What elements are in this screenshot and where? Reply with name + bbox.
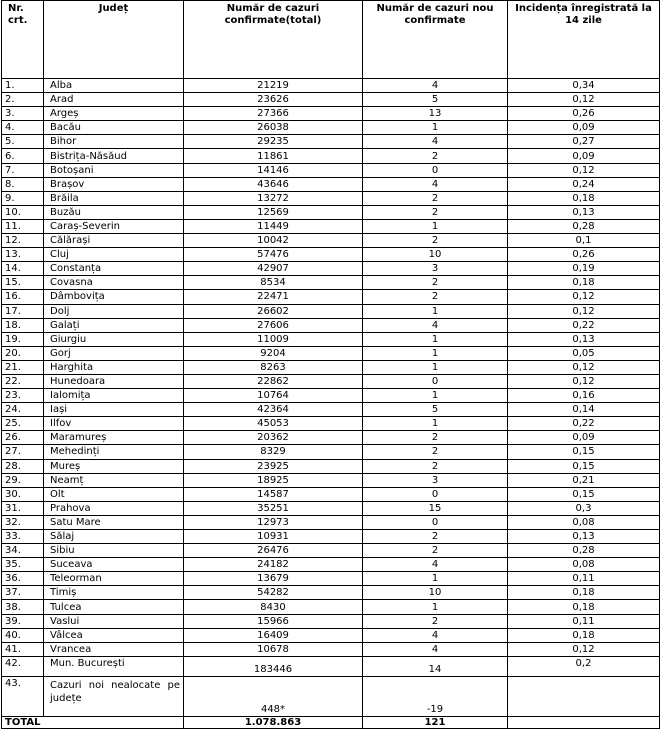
cell-nr: 14. bbox=[2, 262, 44, 276]
cell-total: 54282 bbox=[184, 586, 363, 600]
cell-total: 16409 bbox=[184, 628, 363, 642]
cell-judet: Alba bbox=[44, 79, 184, 93]
cell-nr: 9. bbox=[2, 191, 44, 205]
covid-cases-table bbox=[1, 0, 660, 729]
table-row bbox=[2, 628, 660, 642]
cell-judet: Olt bbox=[44, 487, 184, 501]
cell-total: 42907 bbox=[184, 262, 363, 276]
cell-total: 15966 bbox=[184, 614, 363, 628]
cell-judet: Tulcea bbox=[44, 600, 184, 614]
cell-total: 10764 bbox=[184, 389, 363, 403]
cell-judet: Bihor bbox=[44, 135, 184, 149]
table-row bbox=[2, 473, 660, 487]
cell-judet: Vrancea bbox=[44, 642, 184, 656]
cell-judet: Vâlcea bbox=[44, 628, 184, 642]
cell-judet: Prahova bbox=[44, 501, 184, 515]
cell-incidenta: 0,16 bbox=[508, 389, 660, 403]
cell-total: 14587 bbox=[184, 487, 363, 501]
cell-judet: Harghita bbox=[44, 360, 184, 374]
cell-total: 8329 bbox=[184, 445, 363, 459]
table-row bbox=[2, 107, 660, 121]
cell-incidenta: 0,09 bbox=[508, 431, 660, 445]
cell-noi: 2 bbox=[363, 290, 508, 304]
cell-total: 11009 bbox=[184, 332, 363, 346]
cell-total: 23925 bbox=[184, 459, 363, 473]
header-nr: Nr. crt. bbox=[2, 1, 44, 79]
cell-total: 448* bbox=[184, 676, 363, 716]
table-row bbox=[2, 544, 660, 558]
cell-total: 57476 bbox=[184, 248, 363, 262]
table-row bbox=[2, 572, 660, 586]
cell-judet: Giurgiu bbox=[44, 332, 184, 346]
cell-noi: -19 bbox=[363, 676, 508, 716]
table-row bbox=[2, 389, 660, 403]
cell-nr: 29. bbox=[2, 473, 44, 487]
header-total: Număr de cazuri confirmate(total) bbox=[184, 1, 363, 79]
table-row bbox=[2, 346, 660, 360]
cell-incidenta: 0,18 bbox=[508, 586, 660, 600]
cell-judet: Teleorman bbox=[44, 572, 184, 586]
table-row bbox=[2, 262, 660, 276]
cell-noi: 0 bbox=[363, 487, 508, 501]
cell-nr: 20. bbox=[2, 346, 44, 360]
cell-nr: 22. bbox=[2, 374, 44, 388]
cell-nr: 28. bbox=[2, 459, 44, 473]
table-row bbox=[2, 431, 660, 445]
cell-total: 23626 bbox=[184, 93, 363, 107]
cell-incidenta: 0,08 bbox=[508, 558, 660, 572]
cell-total: 11449 bbox=[184, 219, 363, 233]
cell-total: 35251 bbox=[184, 501, 363, 515]
table-body bbox=[2, 79, 660, 657]
header-judet: Județ bbox=[44, 1, 184, 79]
cell-total: 183446 bbox=[184, 656, 363, 676]
table-row bbox=[2, 558, 660, 572]
cell-incidenta: 0,18 bbox=[508, 628, 660, 642]
table-row bbox=[2, 515, 660, 529]
cell-judet: Covasna bbox=[44, 276, 184, 290]
cell-nr: 18. bbox=[2, 318, 44, 332]
cell-judet: Cazuri noi nealocate pe județe bbox=[44, 676, 184, 716]
cell-noi: 3 bbox=[363, 262, 508, 276]
cell-total-noi: 121 bbox=[363, 716, 508, 728]
cell-incidenta: 0,1 bbox=[508, 234, 660, 248]
cell-judet: Călărași bbox=[44, 234, 184, 248]
cell-noi: 4 bbox=[363, 79, 508, 93]
cell-total: 42364 bbox=[184, 403, 363, 417]
table-row bbox=[2, 600, 660, 614]
cell-total: 29235 bbox=[184, 135, 363, 149]
cell-incidenta: 0,15 bbox=[508, 487, 660, 501]
cell-incidenta: 0,05 bbox=[508, 346, 660, 360]
cell-nr: 30. bbox=[2, 487, 44, 501]
cell-incidenta: 0,2 bbox=[508, 656, 660, 676]
table-header-row bbox=[2, 1, 660, 79]
cell-total-sum: 1.078.863 bbox=[184, 716, 363, 728]
cell-noi: 4 bbox=[363, 135, 508, 149]
cell-incidenta: 0,24 bbox=[508, 177, 660, 191]
cell-judet: Satu Mare bbox=[44, 515, 184, 529]
cell-incidenta: 0,22 bbox=[508, 417, 660, 431]
table-row bbox=[2, 79, 660, 93]
table-row bbox=[2, 332, 660, 346]
table-row bbox=[2, 445, 660, 459]
cell-incidenta: 0,12 bbox=[508, 360, 660, 374]
cell-noi: 2 bbox=[363, 459, 508, 473]
cell-incidenta: 0,14 bbox=[508, 403, 660, 417]
cell-nr: 24. bbox=[2, 403, 44, 417]
cell-total-label: TOTAL bbox=[2, 716, 184, 728]
cell-incidenta: 0,12 bbox=[508, 290, 660, 304]
table-row bbox=[2, 417, 660, 431]
cell-noi: 1 bbox=[363, 389, 508, 403]
cell-noi: 15 bbox=[363, 501, 508, 515]
cell-judet: Constanța bbox=[44, 262, 184, 276]
cell-judet: Dolj bbox=[44, 304, 184, 318]
cell-nr: 25. bbox=[2, 417, 44, 431]
cell-noi: 4 bbox=[363, 642, 508, 656]
cell-judet: Bacău bbox=[44, 121, 184, 135]
table-row bbox=[2, 219, 660, 233]
header-noi: Număr de cazuri nou confirmate bbox=[363, 1, 508, 79]
table-row bbox=[2, 248, 660, 262]
cell-noi: 14 bbox=[363, 656, 508, 676]
cell-noi: 2 bbox=[363, 234, 508, 248]
cell-judet: Mun. București bbox=[44, 656, 184, 676]
table-row bbox=[2, 318, 660, 332]
cell-nr: 1. bbox=[2, 79, 44, 93]
cell-incidenta: 0,3 bbox=[508, 501, 660, 515]
cell-judet: Caraș-Severin bbox=[44, 219, 184, 233]
table-row bbox=[2, 586, 660, 600]
table-row bbox=[2, 501, 660, 515]
cell-incidenta: 0,13 bbox=[508, 530, 660, 544]
cell-incidenta: 0,22 bbox=[508, 318, 660, 332]
cell-total: 8263 bbox=[184, 360, 363, 374]
cell-noi: 1 bbox=[363, 360, 508, 374]
cell-nr: 35. bbox=[2, 558, 44, 572]
table-row bbox=[2, 93, 660, 107]
cell-noi: 0 bbox=[363, 163, 508, 177]
cell-noi: 2 bbox=[363, 614, 508, 628]
cell-nr: 16. bbox=[2, 290, 44, 304]
cell-nr: 4. bbox=[2, 121, 44, 135]
cell-judet: Hunedoara bbox=[44, 374, 184, 388]
cell-noi: 2 bbox=[363, 544, 508, 558]
cell-noi: 5 bbox=[363, 93, 508, 107]
cell-noi: 4 bbox=[363, 628, 508, 642]
cell-judet: Sălaj bbox=[44, 530, 184, 544]
cell-judet: Cluj bbox=[44, 248, 184, 262]
cell-nr: 8. bbox=[2, 177, 44, 191]
cell-incidenta: 0,18 bbox=[508, 276, 660, 290]
table-footer bbox=[2, 656, 660, 728]
cell-noi: 1 bbox=[363, 346, 508, 360]
cell-judet: Brașov bbox=[44, 177, 184, 191]
cell-total: 22471 bbox=[184, 290, 363, 304]
cell-noi: 10 bbox=[363, 586, 508, 600]
cell-incidenta: 0,13 bbox=[508, 205, 660, 219]
cell-noi: 1 bbox=[363, 121, 508, 135]
cell-judet: Iași bbox=[44, 403, 184, 417]
cell-noi: 2 bbox=[363, 191, 508, 205]
cell-total: 26602 bbox=[184, 304, 363, 318]
cell-nr: 23. bbox=[2, 389, 44, 403]
cell-incidenta: 0,26 bbox=[508, 248, 660, 262]
cell-judet: Gorj bbox=[44, 346, 184, 360]
cell-incidenta: 0,18 bbox=[508, 191, 660, 205]
cell-judet: Bistrița-Năsăud bbox=[44, 149, 184, 163]
cell-nr: 36. bbox=[2, 572, 44, 586]
table-row-bucuresti bbox=[2, 656, 660, 676]
table-row bbox=[2, 234, 660, 248]
cell-judet: Brăila bbox=[44, 191, 184, 205]
cell-incidenta: 0,12 bbox=[508, 374, 660, 388]
cell-nr: 39. bbox=[2, 614, 44, 628]
cell-total: 8534 bbox=[184, 276, 363, 290]
cell-total: 12973 bbox=[184, 515, 363, 529]
cell-noi: 10 bbox=[363, 248, 508, 262]
cell-nr: 3. bbox=[2, 107, 44, 121]
cell-judet: Timiș bbox=[44, 586, 184, 600]
table-row bbox=[2, 487, 660, 501]
cell-nr: 15. bbox=[2, 276, 44, 290]
cell-noi: 3 bbox=[363, 473, 508, 487]
table-row bbox=[2, 459, 660, 473]
cell-nr: 13. bbox=[2, 248, 44, 262]
cell-noi: 1 bbox=[363, 304, 508, 318]
cell-incidenta: 0,21 bbox=[508, 473, 660, 487]
cell-judet: Arad bbox=[44, 93, 184, 107]
cell-total: 43646 bbox=[184, 177, 363, 191]
table-row bbox=[2, 374, 660, 388]
cell-total-inc bbox=[508, 716, 660, 728]
cell-noi: 5 bbox=[363, 403, 508, 417]
cell-incidenta: 0,12 bbox=[508, 163, 660, 177]
table-row bbox=[2, 191, 660, 205]
cell-total: 26038 bbox=[184, 121, 363, 135]
cell-noi: 4 bbox=[363, 177, 508, 191]
cell-nr: 32. bbox=[2, 515, 44, 529]
table-row bbox=[2, 403, 660, 417]
cell-incidenta: 0,12 bbox=[508, 93, 660, 107]
cell-incidenta: 0,09 bbox=[508, 121, 660, 135]
cell-total: 10678 bbox=[184, 642, 363, 656]
cell-nr: 38. bbox=[2, 600, 44, 614]
cell-incidenta bbox=[508, 676, 660, 716]
cell-nr: 2. bbox=[2, 93, 44, 107]
cell-incidenta: 0,28 bbox=[508, 219, 660, 233]
cell-noi: 2 bbox=[363, 149, 508, 163]
cell-incidenta: 0,08 bbox=[508, 515, 660, 529]
cell-incidenta: 0,18 bbox=[508, 600, 660, 614]
cell-total: 12569 bbox=[184, 205, 363, 219]
cell-noi: 1 bbox=[363, 332, 508, 346]
cell-noi: 1 bbox=[363, 219, 508, 233]
cell-total: 24182 bbox=[184, 558, 363, 572]
cell-noi: 1 bbox=[363, 572, 508, 586]
cell-noi: 4 bbox=[363, 558, 508, 572]
cell-incidenta: 0,26 bbox=[508, 107, 660, 121]
cell-total: 10931 bbox=[184, 530, 363, 544]
cell-incidenta: 0,12 bbox=[508, 642, 660, 656]
cell-judet: Mehedinți bbox=[44, 445, 184, 459]
table-row bbox=[2, 276, 660, 290]
cell-incidenta: 0,28 bbox=[508, 544, 660, 558]
cell-judet: Maramureș bbox=[44, 431, 184, 445]
cell-incidenta: 0,13 bbox=[508, 332, 660, 346]
cell-incidenta: 0,19 bbox=[508, 262, 660, 276]
cell-total: 8430 bbox=[184, 600, 363, 614]
cell-noi: 2 bbox=[363, 445, 508, 459]
cell-incidenta: 0,11 bbox=[508, 614, 660, 628]
cell-judet: Ialomița bbox=[44, 389, 184, 403]
cell-total: 11861 bbox=[184, 149, 363, 163]
table-row bbox=[2, 360, 660, 374]
cell-nr: 11. bbox=[2, 219, 44, 233]
cell-judet: Dâmbovița bbox=[44, 290, 184, 304]
cell-incidenta: 0,27 bbox=[508, 135, 660, 149]
cell-total: 45053 bbox=[184, 417, 363, 431]
cell-total: 10042 bbox=[184, 234, 363, 248]
cell-nr: 12. bbox=[2, 234, 44, 248]
cell-noi: 0 bbox=[363, 374, 508, 388]
cell-nr: 7. bbox=[2, 163, 44, 177]
cell-nr: 31. bbox=[2, 501, 44, 515]
cell-judet: Suceava bbox=[44, 558, 184, 572]
table-row bbox=[2, 135, 660, 149]
cell-incidenta: 0,15 bbox=[508, 445, 660, 459]
header-incidenta: Incidența înregistrată la 14 zile bbox=[508, 1, 660, 79]
table-row-nealocate bbox=[2, 676, 660, 716]
cell-incidenta: 0,11 bbox=[508, 572, 660, 586]
cell-nr: 10. bbox=[2, 205, 44, 219]
cell-nr: 43. bbox=[2, 676, 44, 716]
table-row bbox=[2, 304, 660, 318]
table-row bbox=[2, 530, 660, 544]
cell-nr: 34. bbox=[2, 544, 44, 558]
cell-nr: 21. bbox=[2, 360, 44, 374]
cell-incidenta: 0,12 bbox=[508, 304, 660, 318]
cell-nr: 27. bbox=[2, 445, 44, 459]
cell-nr: 33. bbox=[2, 530, 44, 544]
cell-total: 21219 bbox=[184, 79, 363, 93]
cell-total: 20362 bbox=[184, 431, 363, 445]
cell-noi: 2 bbox=[363, 205, 508, 219]
cell-total: 26476 bbox=[184, 544, 363, 558]
cell-nr: 6. bbox=[2, 149, 44, 163]
cell-judet: Galați bbox=[44, 318, 184, 332]
cell-noi: 4 bbox=[363, 318, 508, 332]
cell-nr: 5. bbox=[2, 135, 44, 149]
table-row bbox=[2, 642, 660, 656]
cell-nr: 26. bbox=[2, 431, 44, 445]
cell-nr: 40. bbox=[2, 628, 44, 642]
cell-noi: 2 bbox=[363, 431, 508, 445]
cell-total: 27366 bbox=[184, 107, 363, 121]
cell-judet: Buzău bbox=[44, 205, 184, 219]
cell-incidenta: 0,15 bbox=[508, 459, 660, 473]
cell-total: 9204 bbox=[184, 346, 363, 360]
cell-total: 18925 bbox=[184, 473, 363, 487]
table-row bbox=[2, 614, 660, 628]
cell-noi: 1 bbox=[363, 417, 508, 431]
cell-nr: 42. bbox=[2, 656, 44, 676]
cell-judet: Ilfov bbox=[44, 417, 184, 431]
cell-total: 13272 bbox=[184, 191, 363, 205]
cell-noi: 13 bbox=[363, 107, 508, 121]
cell-nr: 17. bbox=[2, 304, 44, 318]
cell-total: 22862 bbox=[184, 374, 363, 388]
cell-judet: Vaslui bbox=[44, 614, 184, 628]
table-row bbox=[2, 177, 660, 191]
table-row bbox=[2, 121, 660, 135]
cell-noi: 2 bbox=[363, 530, 508, 544]
table-row bbox=[2, 149, 660, 163]
cell-judet: Argeș bbox=[44, 107, 184, 121]
table-row bbox=[2, 290, 660, 304]
cell-incidenta: 0,09 bbox=[508, 149, 660, 163]
cell-total: 14146 bbox=[184, 163, 363, 177]
table-row bbox=[2, 205, 660, 219]
table-row bbox=[2, 163, 660, 177]
cell-total: 13679 bbox=[184, 572, 363, 586]
cell-nr: 19. bbox=[2, 332, 44, 346]
cell-judet: Mureș bbox=[44, 459, 184, 473]
cell-judet: Botoșani bbox=[44, 163, 184, 177]
cell-noi: 2 bbox=[363, 276, 508, 290]
cell-judet: Sibiu bbox=[44, 544, 184, 558]
cell-judet: Neamț bbox=[44, 473, 184, 487]
cell-nr: 41. bbox=[2, 642, 44, 656]
cell-incidenta: 0,34 bbox=[508, 79, 660, 93]
cell-total: 27606 bbox=[184, 318, 363, 332]
cell-noi: 0 bbox=[363, 515, 508, 529]
cell-nr: 37. bbox=[2, 586, 44, 600]
table-row-total bbox=[2, 716, 660, 728]
cell-noi: 1 bbox=[363, 600, 508, 614]
